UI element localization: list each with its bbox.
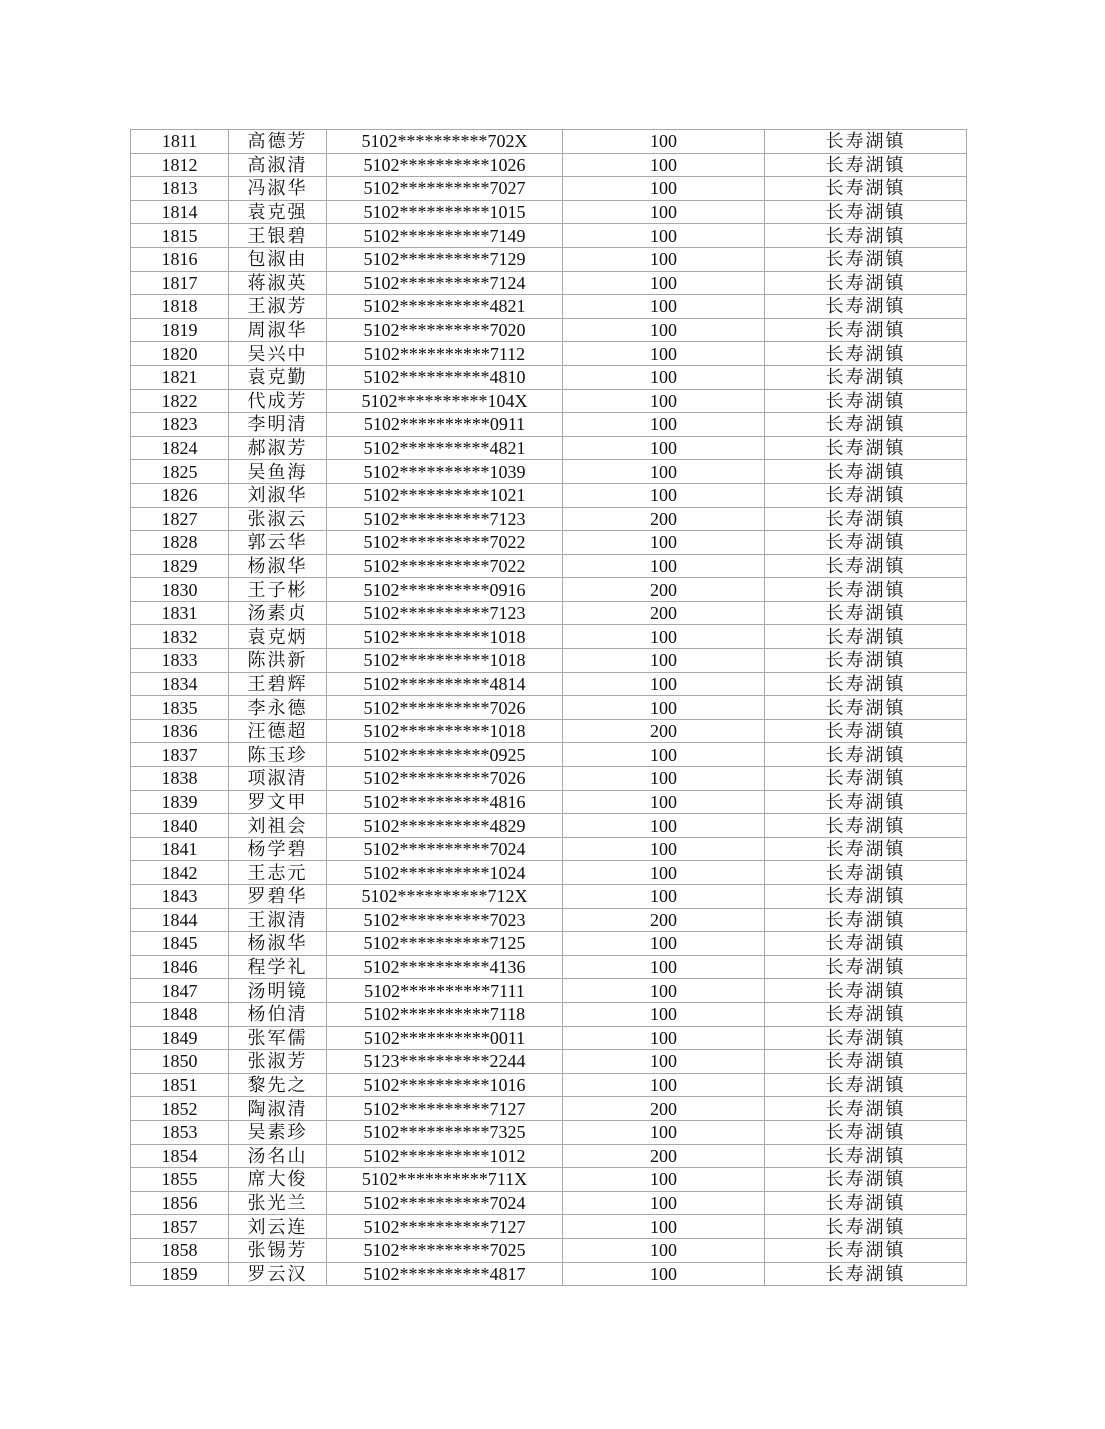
name-cell: 席大俊 — [229, 1168, 327, 1192]
town-cell: 长寿湖镇 — [765, 979, 967, 1003]
serial-number-cell: 1826 — [131, 483, 229, 507]
serial-number-cell: 1858 — [131, 1238, 229, 1262]
serial-number-cell: 1845 — [131, 932, 229, 956]
name-cell: 项淑清 — [229, 767, 327, 791]
amount-cell: 100 — [563, 342, 765, 366]
amount-cell: 100 — [563, 365, 765, 389]
town-cell: 长寿湖镇 — [765, 531, 967, 555]
table-row — [131, 743, 967, 767]
serial-number-cell: 1815 — [131, 224, 229, 248]
name-cell: 王碧辉 — [229, 672, 327, 696]
table-row — [131, 719, 967, 743]
town-cell: 长寿湖镇 — [765, 1168, 967, 1192]
id-number-cell: 5102**********7022 — [327, 554, 563, 578]
table-row — [131, 413, 967, 437]
town-cell: 长寿湖镇 — [765, 696, 967, 720]
table-row — [131, 1120, 967, 1144]
amount-cell: 100 — [563, 1073, 765, 1097]
id-number-cell: 5102**********7026 — [327, 767, 563, 791]
town-cell: 长寿湖镇 — [765, 389, 967, 413]
serial-number-cell: 1849 — [131, 1026, 229, 1050]
name-cell: 袁克勤 — [229, 365, 327, 389]
serial-number-cell: 1854 — [131, 1144, 229, 1168]
town-cell: 长寿湖镇 — [765, 955, 967, 979]
amount-cell: 100 — [563, 1120, 765, 1144]
serial-number-cell: 1813 — [131, 177, 229, 201]
table-row — [131, 790, 967, 814]
name-cell: 包淑由 — [229, 247, 327, 271]
name-cell: 张淑芳 — [229, 1050, 327, 1074]
serial-number-cell: 1844 — [131, 908, 229, 932]
amount-cell: 100 — [563, 460, 765, 484]
name-cell: 高德芳 — [229, 130, 327, 154]
serial-number-cell: 1832 — [131, 625, 229, 649]
serial-number-cell: 1816 — [131, 247, 229, 271]
town-cell: 长寿湖镇 — [765, 719, 967, 743]
amount-cell: 200 — [563, 578, 765, 602]
town-cell: 长寿湖镇 — [765, 1026, 967, 1050]
id-number-cell: 5102**********1018 — [327, 649, 563, 673]
town-cell: 长寿湖镇 — [765, 271, 967, 295]
amount-cell: 200 — [563, 601, 765, 625]
serial-number-cell: 1830 — [131, 578, 229, 602]
id-number-cell: 5102**********4810 — [327, 365, 563, 389]
serial-number-cell: 1840 — [131, 814, 229, 838]
town-cell: 长寿湖镇 — [765, 1238, 967, 1262]
town-cell: 长寿湖镇 — [765, 483, 967, 507]
table-row — [131, 153, 967, 177]
amount-cell: 100 — [563, 649, 765, 673]
serial-number-cell: 1811 — [131, 130, 229, 154]
name-cell: 杨伯清 — [229, 1002, 327, 1026]
amount-cell: 100 — [563, 743, 765, 767]
id-number-cell: 5102**********7149 — [327, 224, 563, 248]
serial-number-cell: 1834 — [131, 672, 229, 696]
amount-cell: 100 — [563, 696, 765, 720]
table-row — [131, 365, 967, 389]
serial-number-cell: 1827 — [131, 507, 229, 531]
id-number-cell: 5102**********0911 — [327, 413, 563, 437]
table-row — [131, 1262, 967, 1286]
town-cell: 长寿湖镇 — [765, 130, 967, 154]
name-cell: 代成芳 — [229, 389, 327, 413]
name-cell: 王子彬 — [229, 578, 327, 602]
town-cell: 长寿湖镇 — [765, 1097, 967, 1121]
id-number-cell: 5102**********1015 — [327, 200, 563, 224]
table-row — [131, 696, 967, 720]
id-number-cell: 5102**********7022 — [327, 531, 563, 555]
id-number-cell: 5102**********1018 — [327, 719, 563, 743]
id-number-cell: 5102**********7127 — [327, 1097, 563, 1121]
town-cell: 长寿湖镇 — [765, 1262, 967, 1286]
serial-number-cell: 1822 — [131, 389, 229, 413]
amount-cell: 100 — [563, 318, 765, 342]
town-cell: 长寿湖镇 — [765, 601, 967, 625]
table-row — [131, 554, 967, 578]
table-row — [131, 1215, 967, 1239]
town-cell: 长寿湖镇 — [765, 649, 967, 673]
amount-cell: 100 — [563, 1191, 765, 1215]
id-number-cell: 5102**********711X — [327, 1168, 563, 1192]
id-number-cell: 5102**********1018 — [327, 625, 563, 649]
serial-number-cell: 1841 — [131, 837, 229, 861]
amount-cell: 100 — [563, 1215, 765, 1239]
name-cell: 黎先之 — [229, 1073, 327, 1097]
name-cell: 罗文甲 — [229, 790, 327, 814]
amount-cell: 100 — [563, 861, 765, 885]
amount-cell: 100 — [563, 672, 765, 696]
serial-number-cell: 1818 — [131, 295, 229, 319]
id-number-cell: 5102**********7112 — [327, 342, 563, 366]
id-number-cell: 5102**********7027 — [327, 177, 563, 201]
table-row — [131, 1238, 967, 1262]
name-cell: 王银碧 — [229, 224, 327, 248]
table-row — [131, 1050, 967, 1074]
serial-number-cell: 1821 — [131, 365, 229, 389]
table-row — [131, 672, 967, 696]
serial-number-cell: 1852 — [131, 1097, 229, 1121]
name-cell: 刘淑华 — [229, 483, 327, 507]
table-row — [131, 908, 967, 932]
id-number-cell: 5102**********7023 — [327, 908, 563, 932]
amount-cell: 100 — [563, 1026, 765, 1050]
amount-cell: 100 — [563, 413, 765, 437]
amount-cell: 100 — [563, 177, 765, 201]
town-cell: 长寿湖镇 — [765, 177, 967, 201]
id-number-cell: 5102**********7118 — [327, 1002, 563, 1026]
serial-number-cell: 1835 — [131, 696, 229, 720]
town-cell: 长寿湖镇 — [765, 413, 967, 437]
id-number-cell: 5102**********104X — [327, 389, 563, 413]
serial-number-cell: 1848 — [131, 1002, 229, 1026]
name-cell: 郭云华 — [229, 531, 327, 555]
serial-number-cell: 1839 — [131, 790, 229, 814]
amount-cell: 100 — [563, 955, 765, 979]
name-cell: 张锡芳 — [229, 1238, 327, 1262]
id-number-cell: 5102**********7111 — [327, 979, 563, 1003]
town-cell: 长寿湖镇 — [765, 436, 967, 460]
serial-number-cell: 1855 — [131, 1168, 229, 1192]
serial-number-cell: 1829 — [131, 554, 229, 578]
name-cell: 李永德 — [229, 696, 327, 720]
roster-table-body — [131, 130, 967, 1286]
table-row — [131, 460, 967, 484]
town-cell: 长寿湖镇 — [765, 1144, 967, 1168]
amount-cell: 200 — [563, 908, 765, 932]
roster-table — [130, 129, 967, 1286]
town-cell: 长寿湖镇 — [765, 1073, 967, 1097]
id-number-cell: 5102**********4814 — [327, 672, 563, 696]
town-cell: 长寿湖镇 — [765, 1191, 967, 1215]
table-row — [131, 814, 967, 838]
table-row — [131, 342, 967, 366]
id-number-cell: 5102**********712X — [327, 885, 563, 909]
table-row — [131, 837, 967, 861]
table-row — [131, 1026, 967, 1050]
name-cell: 汤名山 — [229, 1144, 327, 1168]
name-cell: 吴素珍 — [229, 1120, 327, 1144]
table-row — [131, 1168, 967, 1192]
name-cell: 张淑云 — [229, 507, 327, 531]
town-cell: 长寿湖镇 — [765, 247, 967, 271]
town-cell: 长寿湖镇 — [765, 837, 967, 861]
serial-number-cell: 1847 — [131, 979, 229, 1003]
id-number-cell: 5102**********0011 — [327, 1026, 563, 1050]
name-cell: 汤素贞 — [229, 601, 327, 625]
town-cell: 长寿湖镇 — [765, 153, 967, 177]
town-cell: 长寿湖镇 — [765, 1120, 967, 1144]
serial-number-cell: 1820 — [131, 342, 229, 366]
table-row — [131, 1144, 967, 1168]
serial-number-cell: 1836 — [131, 719, 229, 743]
serial-number-cell: 1831 — [131, 601, 229, 625]
serial-number-cell: 1824 — [131, 436, 229, 460]
name-cell: 蒋淑英 — [229, 271, 327, 295]
name-cell: 袁克强 — [229, 200, 327, 224]
amount-cell: 100 — [563, 767, 765, 791]
table-row — [131, 885, 967, 909]
name-cell: 张光兰 — [229, 1191, 327, 1215]
name-cell: 陶淑清 — [229, 1097, 327, 1121]
table-row — [131, 483, 967, 507]
amount-cell: 100 — [563, 1002, 765, 1026]
table-row — [131, 389, 967, 413]
amount-cell: 100 — [563, 837, 765, 861]
table-row — [131, 625, 967, 649]
town-cell: 长寿湖镇 — [765, 908, 967, 932]
id-number-cell: 5102**********4829 — [327, 814, 563, 838]
serial-number-cell: 1851 — [131, 1073, 229, 1097]
town-cell: 长寿湖镇 — [765, 507, 967, 531]
serial-number-cell: 1859 — [131, 1262, 229, 1286]
amount-cell: 100 — [563, 295, 765, 319]
id-number-cell: 5102**********1021 — [327, 483, 563, 507]
amount-cell: 100 — [563, 1262, 765, 1286]
id-number-cell: 5102**********7129 — [327, 247, 563, 271]
town-cell: 长寿湖镇 — [765, 743, 967, 767]
town-cell: 长寿湖镇 — [765, 767, 967, 791]
name-cell: 周淑华 — [229, 318, 327, 342]
id-number-cell: 5102**********1016 — [327, 1073, 563, 1097]
id-number-cell: 5102**********4136 — [327, 955, 563, 979]
table-row — [131, 295, 967, 319]
name-cell: 吴兴中 — [229, 342, 327, 366]
id-number-cell: 5102**********7325 — [327, 1120, 563, 1144]
table-row — [131, 1191, 967, 1215]
id-number-cell: 5102**********1024 — [327, 861, 563, 885]
amount-cell: 200 — [563, 1144, 765, 1168]
table-row — [131, 247, 967, 271]
town-cell: 长寿湖镇 — [765, 625, 967, 649]
table-row — [131, 979, 967, 1003]
id-number-cell: 5102**********7124 — [327, 271, 563, 295]
town-cell: 长寿湖镇 — [765, 861, 967, 885]
name-cell: 王淑清 — [229, 908, 327, 932]
name-cell: 陈玉珍 — [229, 743, 327, 767]
serial-number-cell: 1828 — [131, 531, 229, 555]
name-cell: 高淑清 — [229, 153, 327, 177]
name-cell: 吴鱼海 — [229, 460, 327, 484]
name-cell: 袁克炳 — [229, 625, 327, 649]
id-number-cell: 5102**********0916 — [327, 578, 563, 602]
name-cell: 杨学碧 — [229, 837, 327, 861]
serial-number-cell: 1825 — [131, 460, 229, 484]
table-row — [131, 318, 967, 342]
town-cell: 长寿湖镇 — [765, 460, 967, 484]
id-number-cell: 5102**********7026 — [327, 696, 563, 720]
serial-number-cell: 1843 — [131, 885, 229, 909]
amount-cell: 100 — [563, 389, 765, 413]
serial-number-cell: 1833 — [131, 649, 229, 673]
town-cell: 长寿湖镇 — [765, 318, 967, 342]
table-row — [131, 130, 967, 154]
amount-cell: 100 — [563, 531, 765, 555]
id-number-cell: 5102**********7020 — [327, 318, 563, 342]
id-number-cell: 5102**********7123 — [327, 601, 563, 625]
table-row — [131, 531, 967, 555]
id-number-cell: 5102**********1039 — [327, 460, 563, 484]
id-number-cell: 5102**********7024 — [327, 1191, 563, 1215]
amount-cell: 100 — [563, 885, 765, 909]
id-number-cell: 5102**********0925 — [327, 743, 563, 767]
name-cell: 汪德超 — [229, 719, 327, 743]
table-row — [131, 436, 967, 460]
id-number-cell: 5102**********7025 — [327, 1238, 563, 1262]
name-cell: 王淑芳 — [229, 295, 327, 319]
name-cell: 罗碧华 — [229, 885, 327, 909]
id-number-cell: 5102**********7123 — [327, 507, 563, 531]
town-cell: 长寿湖镇 — [765, 554, 967, 578]
id-number-cell: 5102**********702X — [327, 130, 563, 154]
amount-cell: 100 — [563, 271, 765, 295]
name-cell: 杨淑华 — [229, 932, 327, 956]
town-cell: 长寿湖镇 — [765, 790, 967, 814]
town-cell: 长寿湖镇 — [765, 814, 967, 838]
name-cell: 张军儒 — [229, 1026, 327, 1050]
name-cell: 冯淑华 — [229, 177, 327, 201]
table-row — [131, 1002, 967, 1026]
id-number-cell: 5102**********1026 — [327, 153, 563, 177]
serial-number-cell: 1846 — [131, 955, 229, 979]
serial-number-cell: 1823 — [131, 413, 229, 437]
serial-number-cell: 1850 — [131, 1050, 229, 1074]
town-cell: 长寿湖镇 — [765, 885, 967, 909]
table-row — [131, 578, 967, 602]
table-row — [131, 177, 967, 201]
serial-number-cell: 1842 — [131, 861, 229, 885]
name-cell: 程学礼 — [229, 955, 327, 979]
amount-cell: 100 — [563, 224, 765, 248]
town-cell: 长寿湖镇 — [765, 200, 967, 224]
town-cell: 长寿湖镇 — [765, 578, 967, 602]
id-number-cell: 5102**********7024 — [327, 837, 563, 861]
town-cell: 长寿湖镇 — [765, 672, 967, 696]
serial-number-cell: 1838 — [131, 767, 229, 791]
amount-cell: 100 — [563, 1238, 765, 1262]
id-number-cell: 5102**********7125 — [327, 932, 563, 956]
serial-number-cell: 1812 — [131, 153, 229, 177]
id-number-cell: 5102**********4821 — [327, 436, 563, 460]
amount-cell: 100 — [563, 483, 765, 507]
serial-number-cell: 1819 — [131, 318, 229, 342]
amount-cell: 100 — [563, 1050, 765, 1074]
serial-number-cell: 1856 — [131, 1191, 229, 1215]
name-cell: 刘祖会 — [229, 814, 327, 838]
town-cell: 长寿湖镇 — [765, 1215, 967, 1239]
amount-cell: 100 — [563, 153, 765, 177]
table-row — [131, 507, 967, 531]
town-cell: 长寿湖镇 — [765, 295, 967, 319]
name-cell: 李明清 — [229, 413, 327, 437]
table-row — [131, 955, 967, 979]
amount-cell: 100 — [563, 625, 765, 649]
name-cell: 杨淑华 — [229, 554, 327, 578]
amount-cell: 100 — [563, 979, 765, 1003]
amount-cell: 200 — [563, 1097, 765, 1121]
serial-number-cell: 1857 — [131, 1215, 229, 1239]
name-cell: 郝淑芳 — [229, 436, 327, 460]
table-row — [131, 1073, 967, 1097]
id-number-cell: 5102**********7127 — [327, 1215, 563, 1239]
table-row — [131, 1097, 967, 1121]
table-row — [131, 601, 967, 625]
amount-cell: 100 — [563, 1168, 765, 1192]
table-row — [131, 767, 967, 791]
id-number-cell: 5123**********2244 — [327, 1050, 563, 1074]
town-cell: 长寿湖镇 — [765, 1050, 967, 1074]
town-cell: 长寿湖镇 — [765, 1002, 967, 1026]
table-row — [131, 649, 967, 673]
amount-cell: 100 — [563, 130, 765, 154]
amount-cell: 100 — [563, 247, 765, 271]
id-number-cell: 5102**********1012 — [327, 1144, 563, 1168]
name-cell: 陈洪新 — [229, 649, 327, 673]
name-cell: 罗云汉 — [229, 1262, 327, 1286]
amount-cell: 100 — [563, 790, 765, 814]
town-cell: 长寿湖镇 — [765, 342, 967, 366]
amount-cell: 200 — [563, 507, 765, 531]
name-cell: 刘云连 — [229, 1215, 327, 1239]
serial-number-cell: 1853 — [131, 1120, 229, 1144]
amount-cell: 100 — [563, 436, 765, 460]
amount-cell: 100 — [563, 814, 765, 838]
table-row — [131, 224, 967, 248]
table-row — [131, 200, 967, 224]
serial-number-cell: 1817 — [131, 271, 229, 295]
id-number-cell: 5102**********4817 — [327, 1262, 563, 1286]
id-number-cell: 5102**********4821 — [327, 295, 563, 319]
town-cell: 长寿湖镇 — [765, 365, 967, 389]
amount-cell: 100 — [563, 554, 765, 578]
table-row — [131, 271, 967, 295]
table-row — [131, 932, 967, 956]
serial-number-cell: 1814 — [131, 200, 229, 224]
id-number-cell: 5102**********4816 — [327, 790, 563, 814]
amount-cell: 100 — [563, 200, 765, 224]
table-row — [131, 861, 967, 885]
name-cell: 汤明镜 — [229, 979, 327, 1003]
amount-cell: 200 — [563, 719, 765, 743]
town-cell: 长寿湖镇 — [765, 932, 967, 956]
serial-number-cell: 1837 — [131, 743, 229, 767]
town-cell: 长寿湖镇 — [765, 224, 967, 248]
name-cell: 王志元 — [229, 861, 327, 885]
amount-cell: 100 — [563, 932, 765, 956]
